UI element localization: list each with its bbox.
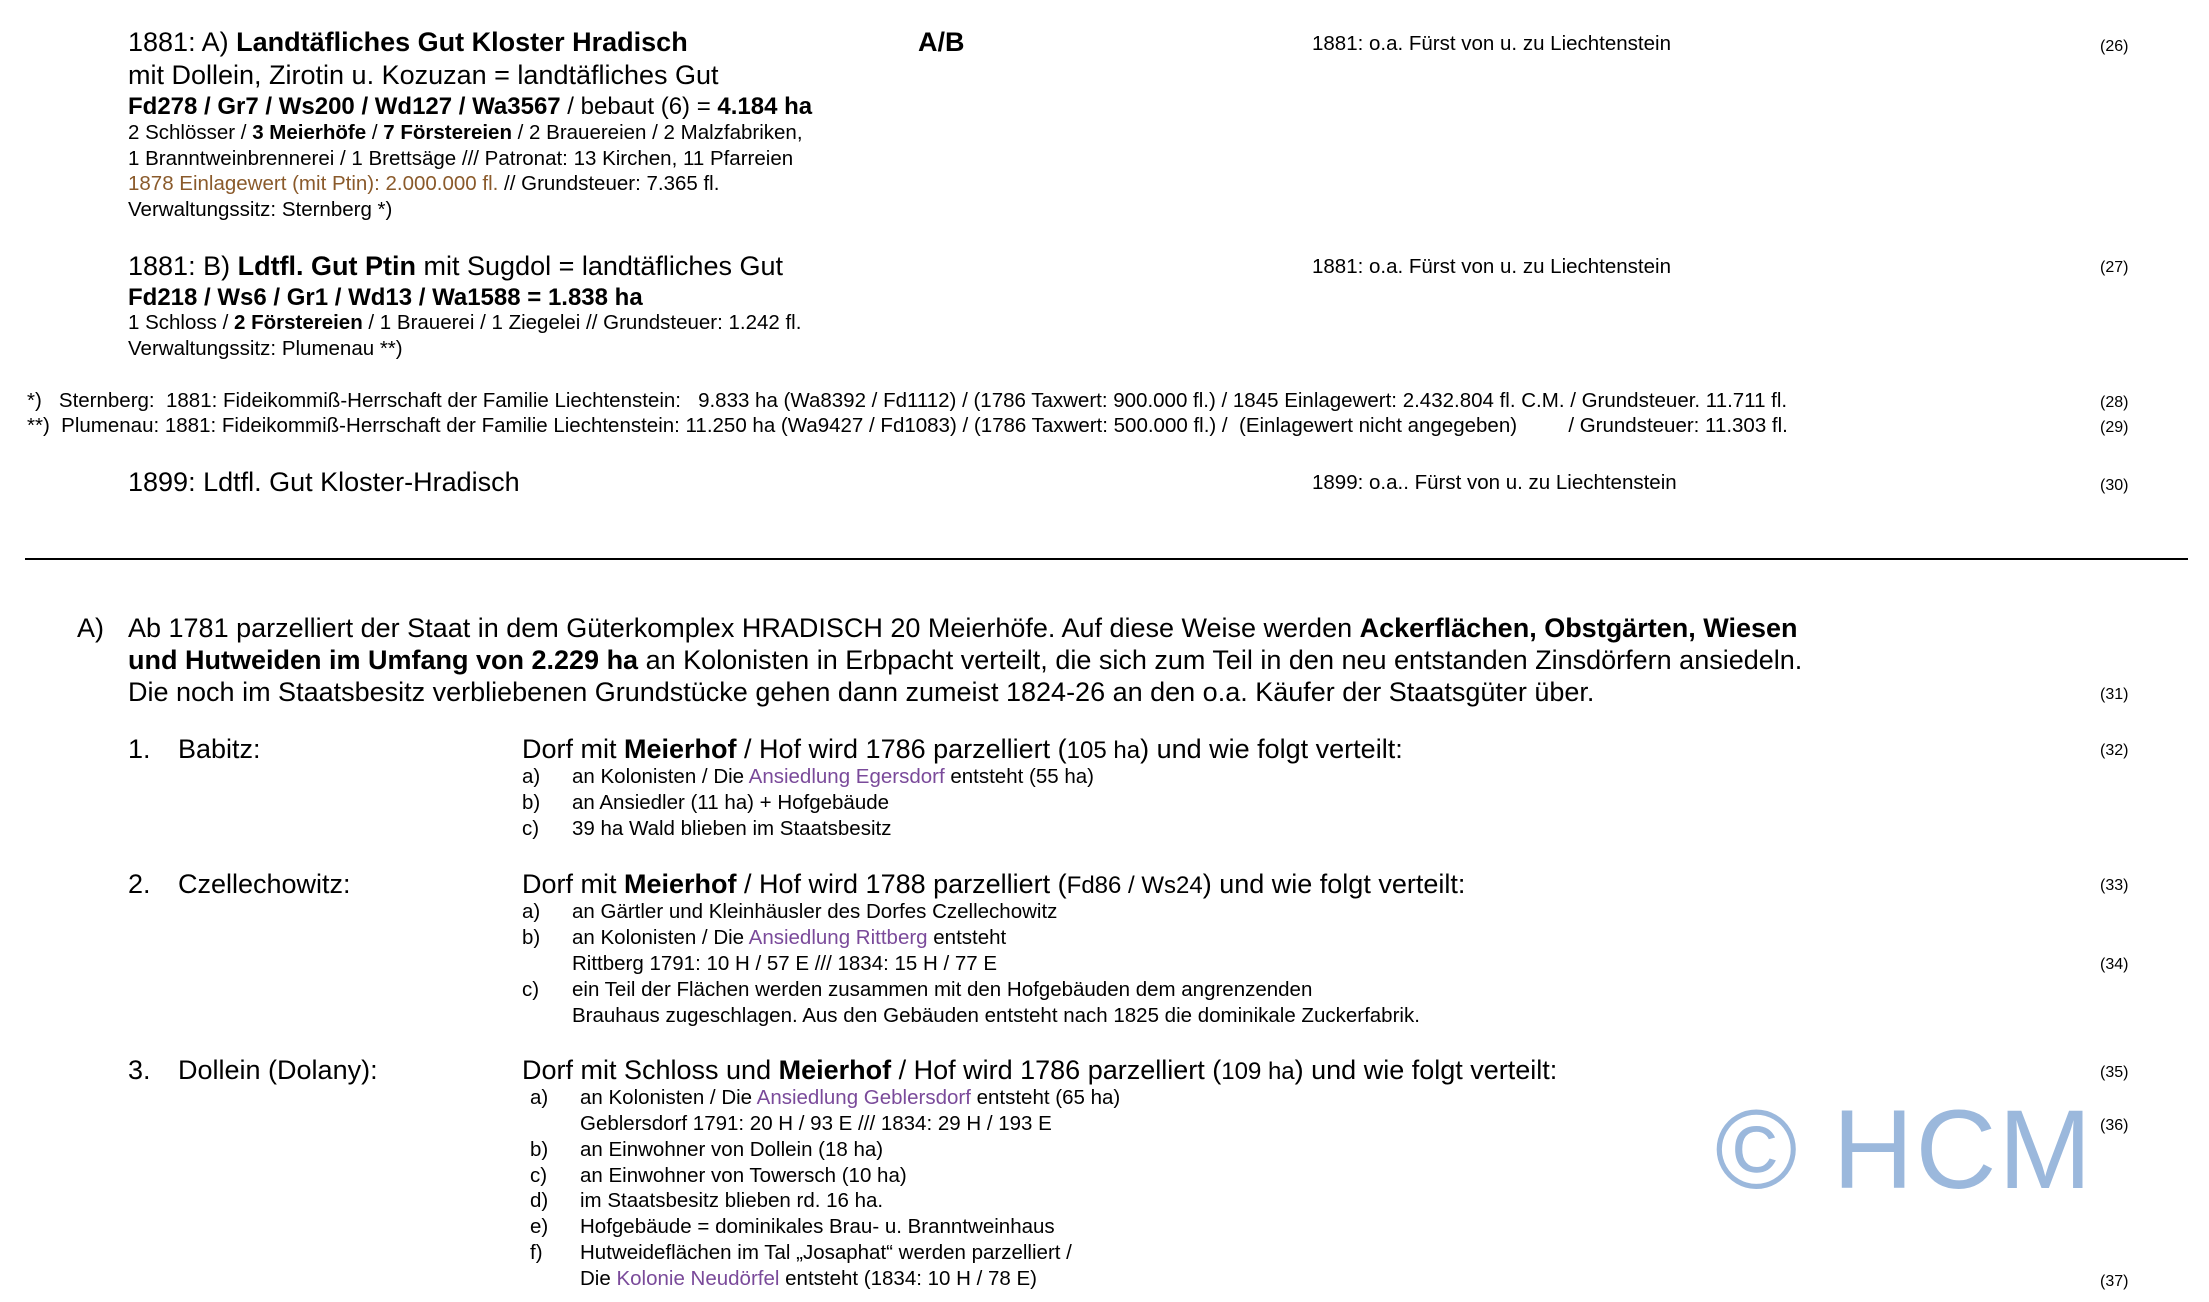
item-czell-heading: Dorf mit Meierhof / Hof wird 1788 parzelliert (Fd86 / Ws24) und wie folgt verteilt:	[522, 869, 1466, 899]
item-czell-name: Czellechowitz:	[178, 869, 351, 899]
item-czell-c-text1: ein Teil der Flächen werden zusammen mit den Hofgebäuden dem angrenzenden	[572, 978, 1313, 1001]
item-babitz-c-label: c)	[522, 817, 540, 840]
ref-30: (30)	[2100, 477, 2129, 494]
footnote-plumenau: **) Plumenau: 1881: Fideikommiß-Herrschaft der Familie Liechtenstein: 11.250 ha (Wa9427 / Fd1083) / (1786 Taxwert: 500.000 fl.) / (Einlagewert nicht angegeben) / Grundsteuer: 11.303 fl.	[27, 414, 1788, 437]
entry-1881b-title: 1881: B) Ldtfl. Gut Ptin mit Sugdol = landtäfliches Gut	[128, 251, 783, 281]
item-babitz-c-text: 39 ha Wald blieben im Staatsbesitz	[572, 817, 892, 840]
entry-1881a-value: 1878 Einlagewert (mit Ptin): 2.000.000 fl. // Grundsteuer: 7.365 fl.	[128, 172, 720, 195]
footnote-sternberg: *) Sternberg: 1881: Fideikommiß-Herrschaft der Familie Liechtenstein: 9.833 ha (Wa8392 / Fd1112) / (1786 Taxwert: 900.000 fl.) / 1845 Einlagewert: 2.432.804 fl. C.M. / Grundsteuer. 11.711 fl.	[27, 389, 1788, 412]
section-divider	[25, 558, 2188, 560]
item-dollein-f-text: Hutweideflächen im Tal „Josaphat“ werden parzelliert /	[580, 1241, 1072, 1264]
item-babitz-a-label: a)	[522, 765, 541, 788]
item-czell-c-text2: Brauhaus zugeschlagen. Aus den Gebäuden entsteht nach 1825 die dominikale Zuckerfabrik.	[572, 1004, 1420, 1027]
item-dollein-f-sub: Die Kolonie Neudörfel entsteht (1834: 10 H / 78 E)	[580, 1267, 1037, 1290]
entry-1881a-ab-label: A/B	[918, 27, 965, 57]
item-czell-a-text: an Gärtler und Kleinhäusler des Dorfes Czellechowitz	[572, 900, 1058, 923]
ref-34: (34)	[2100, 956, 2129, 973]
section-a-line2: und Hutweiden im Umfang von 2.229 ha an Kolonisten in Erbpacht verteilt, die sich zum Teil in den neu entstanden Zinsdörfern ansiedeln.	[128, 645, 1803, 675]
item-dollein-e-label: e)	[530, 1215, 549, 1238]
ref-33: (33)	[2100, 877, 2129, 894]
ref-36: (36)	[2100, 1117, 2129, 1134]
item-dollein-d-label: d)	[530, 1189, 549, 1212]
item-czell-c-label: c)	[522, 978, 540, 1001]
ref-27: (27)	[2100, 259, 2129, 276]
entry-1881b-areas: Fd218 / Ws6 / Gr1 / Wd13 / Wa1588 = 1.838 ha	[128, 284, 643, 311]
entry-1881a-industries: 1 Branntweinbrennerei / 1 Brettsäge /// Patronat: 13 Kirchen, 11 Pfarreien	[128, 147, 794, 170]
item-babitz-name: Babitz:	[178, 734, 261, 764]
item-babitz-b-text: an Ansiedler (11 ha) + Hofgebäude	[572, 791, 890, 814]
item-dollein-c-text: an Einwohner von Towersch (10 ha)	[580, 1164, 907, 1187]
item-dollein-a-text: an Kolonisten / Die Ansiedlung Geblersdorf entsteht (65 ha)	[580, 1086, 1121, 1109]
item-czell-a-label: a)	[522, 900, 541, 923]
entry-1881b-seat: Verwaltungssitz: Plumenau **)	[128, 337, 403, 360]
entry-1881a-seat: Verwaltungssitz: Sternberg *)	[128, 198, 393, 221]
ref-29: (29)	[2100, 419, 2129, 436]
ref-26: (26)	[2100, 38, 2129, 55]
item-babitz-number: 1.	[128, 734, 151, 764]
ref-37: (37)	[2100, 1273, 2129, 1290]
item-dollein-f-label: f)	[530, 1241, 543, 1264]
entry-1881a-title: 1881: A) Landtäfliches Gut Kloster Hradisch	[128, 27, 688, 57]
watermark-hcm: © HCM	[1715, 1087, 2094, 1212]
item-dollein-number: 3.	[128, 1055, 151, 1085]
item-dollein-c-label: c)	[530, 1164, 548, 1187]
item-dollein-d-text: im Staatsbesitz blieben rd. 16 ha.	[580, 1189, 884, 1212]
ref-31: (31)	[2100, 686, 2129, 703]
entry-1881a-areas: Fd278 / Gr7 / Ws200 / Wd127 / Wa3567 / bebaut (6) = 4.184 ha	[128, 93, 813, 120]
section-a-marker: A)	[77, 613, 104, 643]
ref-35: (35)	[2100, 1064, 2129, 1081]
item-babitz-heading: Dorf mit Meierhof / Hof wird 1786 parzelliert (105 ha) und wie folgt verteilt:	[522, 734, 1403, 764]
ref-28: (28)	[2100, 394, 2129, 411]
section-a-line3: Die noch im Staatsbesitz verbliebenen Grundstücke gehen dann zumeist 1824-26 an den o.a. Käufer der Staatsgüter über.	[128, 677, 1595, 707]
item-dollein-b-label: b)	[530, 1138, 549, 1161]
item-czell-b-label: b)	[522, 926, 541, 949]
entry-1881b-buildings: 1 Schloss / 2 Förstereien / 1 Brauerei / 1 Ziegelei // Grundsteuer: 1.242 fl.	[128, 311, 802, 334]
item-czell-number: 2.	[128, 869, 151, 899]
item-dollein-heading: Dorf mit Schloss und Meierhof / Hof wird 1786 parzelliert (109 ha) und wie folgt verteilt:	[522, 1055, 1558, 1085]
item-czell-b-sub: Rittberg 1791: 10 H / 57 E /// 1834: 15 H / 77 E	[572, 952, 998, 975]
entry-1881a-buildings: 2 Schlösser / 3 Meierhöfe / 7 Förstereien / 2 Brauereien / 2 Malzfabriken,	[128, 121, 803, 144]
entry-1881a-owner: 1881: o.a. Fürst von u. zu Liechtenstein	[1312, 32, 1671, 55]
item-czell-b-text: an Kolonisten / Die Ansiedlung Rittberg entsteht	[572, 926, 1007, 949]
section-a-line1: Ab 1781 parzelliert der Staat in dem Güterkomplex HRADISCH 20 Meierhöfe. Auf diese Weise werden Ackerflächen, Obstgärten, Wiesen	[128, 613, 1798, 643]
item-dollein-a-label: a)	[530, 1086, 549, 1109]
item-babitz-b-label: b)	[522, 791, 541, 814]
item-babitz-a-text: an Kolonisten / Die Ansiedlung Egersdorf entsteht (55 ha)	[572, 765, 1094, 788]
entry-1881b-owner: 1881: o.a. Fürst von u. zu Liechtenstein	[1312, 255, 1671, 278]
item-dollein-e-text: Hofgebäude = dominikales Brau- u. Branntweinhaus	[580, 1215, 1055, 1238]
item-dollein-name: Dollein (Dolany):	[178, 1055, 378, 1085]
entry-1899-title: 1899: Ldtfl. Gut Kloster-Hradisch	[128, 467, 520, 497]
entry-1899-owner: 1899: o.a.. Fürst von u. zu Liechtenstein	[1312, 471, 1677, 494]
item-dollein-a-sub: Geblersdorf 1791: 20 H / 93 E /// 1834: 29 H / 193 E	[580, 1112, 1052, 1135]
item-dollein-b-text: an Einwohner von Dollein (18 ha)	[580, 1138, 884, 1161]
entry-1881a-line2: mit Dollein, Zirotin u. Kozuzan = landtäfliches Gut	[128, 60, 719, 90]
ref-32: (32)	[2100, 742, 2129, 759]
